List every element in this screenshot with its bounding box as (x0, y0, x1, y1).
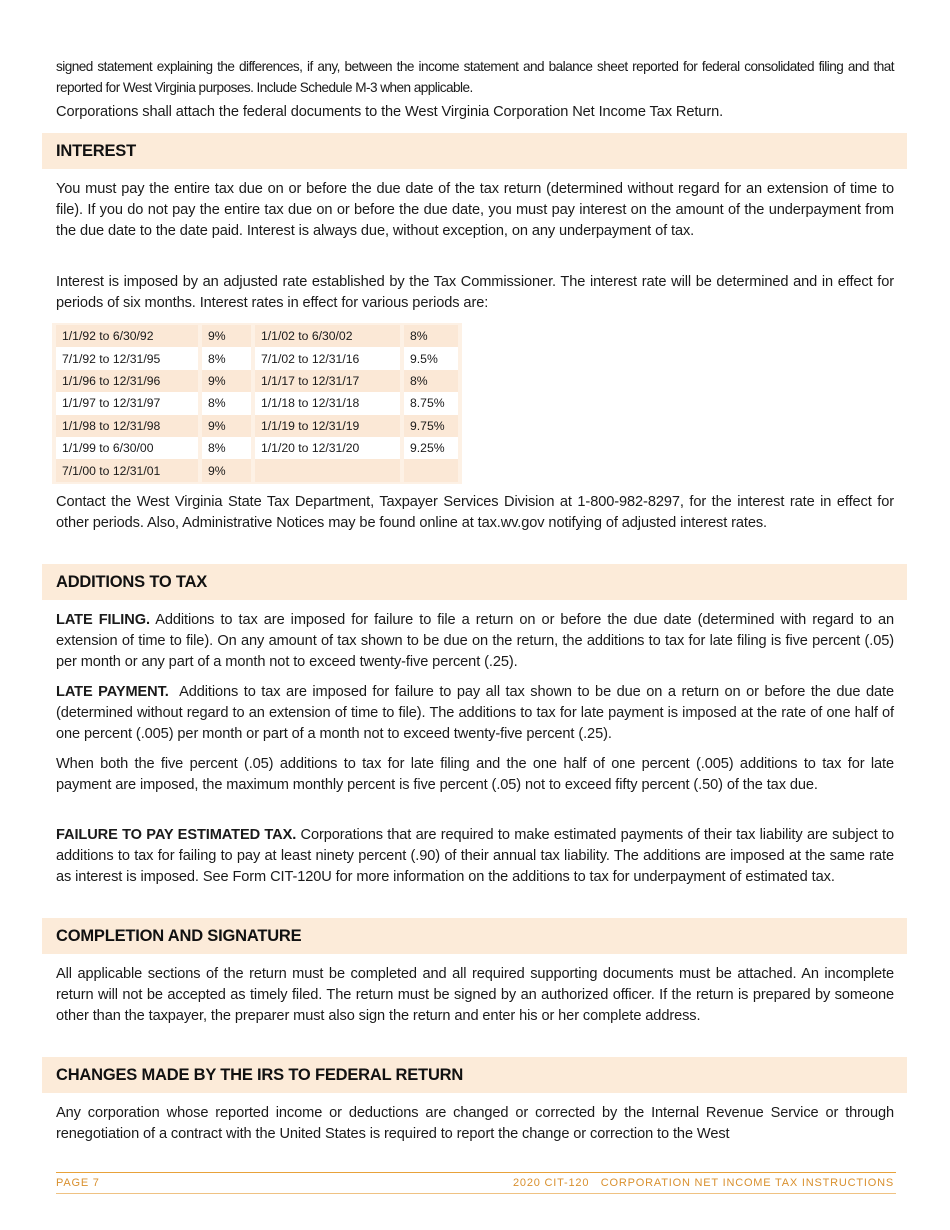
intro-paragraph: signed statement explaining the differences, if any, between the income statement and balance sheet reported for federal consolidated filing and that reported for West Virginia purposes. Include Schedule M-3 when applicable. (56, 59, 894, 95)
rates-cell-rate-left: 9% (202, 370, 251, 392)
interest-contact-paragraph: Contact the West Virginia State Tax Department, Taxpayer Services Division at 1-800-982-8297, for the interest rate in effect for other periods. Also, Administrative Notices may be found online at tax.wv.gov notifying of adjusted interest rates. (56, 494, 894, 531)
rates-cell-period-left: 1/1/97 to 12/31/97 (56, 392, 198, 414)
rates-cell-rate-right: 8.75% (404, 392, 458, 414)
rates-table-row (56, 437, 458, 459)
section-heading-completion: COMPLETION AND SIGNATURE (42, 918, 907, 954)
footer-document-title: 2020 CIT-120 CORPORATION NET INCOME TAX INSTRUCTIONS (512, 1177, 894, 1189)
late-payment-label: LATE PAYMENT. (56, 684, 169, 700)
rates-cell-rate-left: 8% (202, 392, 251, 414)
rates-cell-rate-right (404, 459, 458, 481)
rates-table-row (56, 347, 458, 369)
late-filing-label: LATE FILING. (56, 612, 150, 628)
rates-cell-period-right: 1/1/17 to 12/31/17 (255, 370, 400, 392)
rates-cell-rate-right: 9.75% (404, 415, 458, 437)
rates-cell-period-left: 1/1/96 to 12/31/96 (56, 370, 198, 392)
late-payment-text: Additions to tax are imposed for failure to pay all tax shown to be due on a return on or before the due date (determined without regard to an extension of time to file). The additions to tax for late payment is imposed at the rate of one half of one percent (.005) per month or part of a month not to exceed twenty-five percent (.25). (56, 684, 898, 742)
section-heading-interest: INTEREST (42, 133, 907, 169)
rates-table-row (56, 459, 458, 481)
rates-cell-period-left: 1/1/98 to 12/31/98 (56, 415, 198, 437)
rates-cell-period-left: 7/1/92 to 12/31/95 (56, 347, 198, 369)
rates-table-row (56, 415, 458, 437)
interest-rates-table (52, 323, 462, 484)
rates-cell-period-right: 1/1/19 to 12/31/19 (255, 415, 400, 437)
late-filing-paragraph (56, 610, 894, 673)
rates-cell-rate-right: 8% (404, 370, 458, 392)
estimated-tax-label: FAILURE TO PAY ESTIMATED TAX. (56, 827, 297, 843)
footer-rule-bottom (56, 1193, 896, 1194)
rates-cell-period-left: 1/1/99 to 6/30/00 (56, 437, 198, 459)
rates-cell-rate-left: 8% (202, 347, 251, 369)
irs-changes-paragraph: Any corporation whose reported income or deductions are changed or corrected by the Internal Revenue Service or through renegotiation of a contract with the United States is required to report the change or correction to the West (56, 1105, 894, 1142)
interest-paragraph-2: Interest is imposed by an adjusted rate established by the Tax Commissioner. The interest rate will be determined and in effect for periods of six months. Interest rates in effect for various periods are: (56, 274, 894, 311)
rates-cell-period-left: 1/1/92 to 6/30/92 (56, 325, 198, 347)
rates-table-row (56, 392, 458, 414)
rates-cell-rate-left: 9% (202, 415, 251, 437)
rates-cell-period-right: 1/1/20 to 12/31/20 (255, 437, 400, 459)
rates-cell-period-right: 1/1/02 to 6/30/02 (255, 325, 400, 347)
rates-cell-rate-left: 8% (202, 437, 251, 459)
rates-cell-rate-right: 8% (404, 325, 458, 347)
estimated-tax-paragraph (56, 825, 894, 888)
rates-cell-period-right: 1/1/18 to 12/31/18 (255, 392, 400, 414)
footer-page-number: PAGE 7 (56, 1177, 100, 1189)
rates-cell-rate-left: 9% (202, 325, 251, 347)
rates-table-row (56, 370, 458, 392)
late-filing-text: Additions to tax are imposed for failure to file a return on or before the due date (determined with regard to an extension of time to file). On any amount of tax shown to be due on the return, the additions to tax for late filing is five percent (.05) per month or any part of a month not to exceed twenty-five percent (.25). (56, 612, 894, 670)
rates-table-row (56, 325, 458, 347)
rates-cell-period-left: 7/1/00 to 12/31/01 (56, 459, 198, 481)
rates-cell-period-right: 7/1/02 to 12/31/16 (255, 347, 400, 369)
rates-cell-period-right (255, 459, 400, 481)
rates-cell-rate-right: 9.5% (404, 347, 458, 369)
section-heading-additions: ADDITIONS TO TAX (42, 564, 907, 600)
section-heading-irs-changes: CHANGES MADE BY THE IRS TO FEDERAL RETURN (42, 1057, 907, 1093)
rates-cell-rate-left: 9% (202, 459, 251, 481)
completion-paragraph: All applicable sections of the return must be completed and all required supporting documents must be attached. An incomplete return will not be accepted as timely filed. The return must be signed by an authorized officer. If the return is prepared by someone other than the taxpayer, the preparer must also sign the return and enter his or her complete address. (56, 966, 894, 1024)
footer-rule-top (56, 1172, 896, 1173)
interest-paragraph-1: You must pay the entire tax due on or before the due date of the tax return (determined without regard for an extension of time to file). If you do not pay the entire tax due on or before the due date, you must pay interest on the amount of the underpayment from the due date to the date paid. Interest is always due, without exception, on any underpayment of tax. (56, 181, 894, 239)
estimated-tax-text: Corporations that are required to make estimated payments of their tax liability are subject to additions to tax for failing to pay at least ninety percent (.90) of their annual tax liability. The additions are imposed at the same rate as interest is imposed. See Form CIT-120U for more information on the additions to tax for underpayment of estimated tax. (56, 827, 894, 885)
rates-cell-rate-right: 9.25% (404, 437, 458, 459)
combined-additions-paragraph: When both the five percent (.05) additions to tax for late filing and the one half of one percent (.005) additions to tax for late payment are imposed, the maximum monthly percent is five percent (.05) not to exceed fifty percent (.50) of the tax due. (56, 756, 894, 793)
intro-attach-paragraph: Corporations shall attach the federal documents to the West Virginia Corporation Net Income Tax Return. (56, 104, 724, 120)
late-payment-paragraph (56, 682, 898, 745)
